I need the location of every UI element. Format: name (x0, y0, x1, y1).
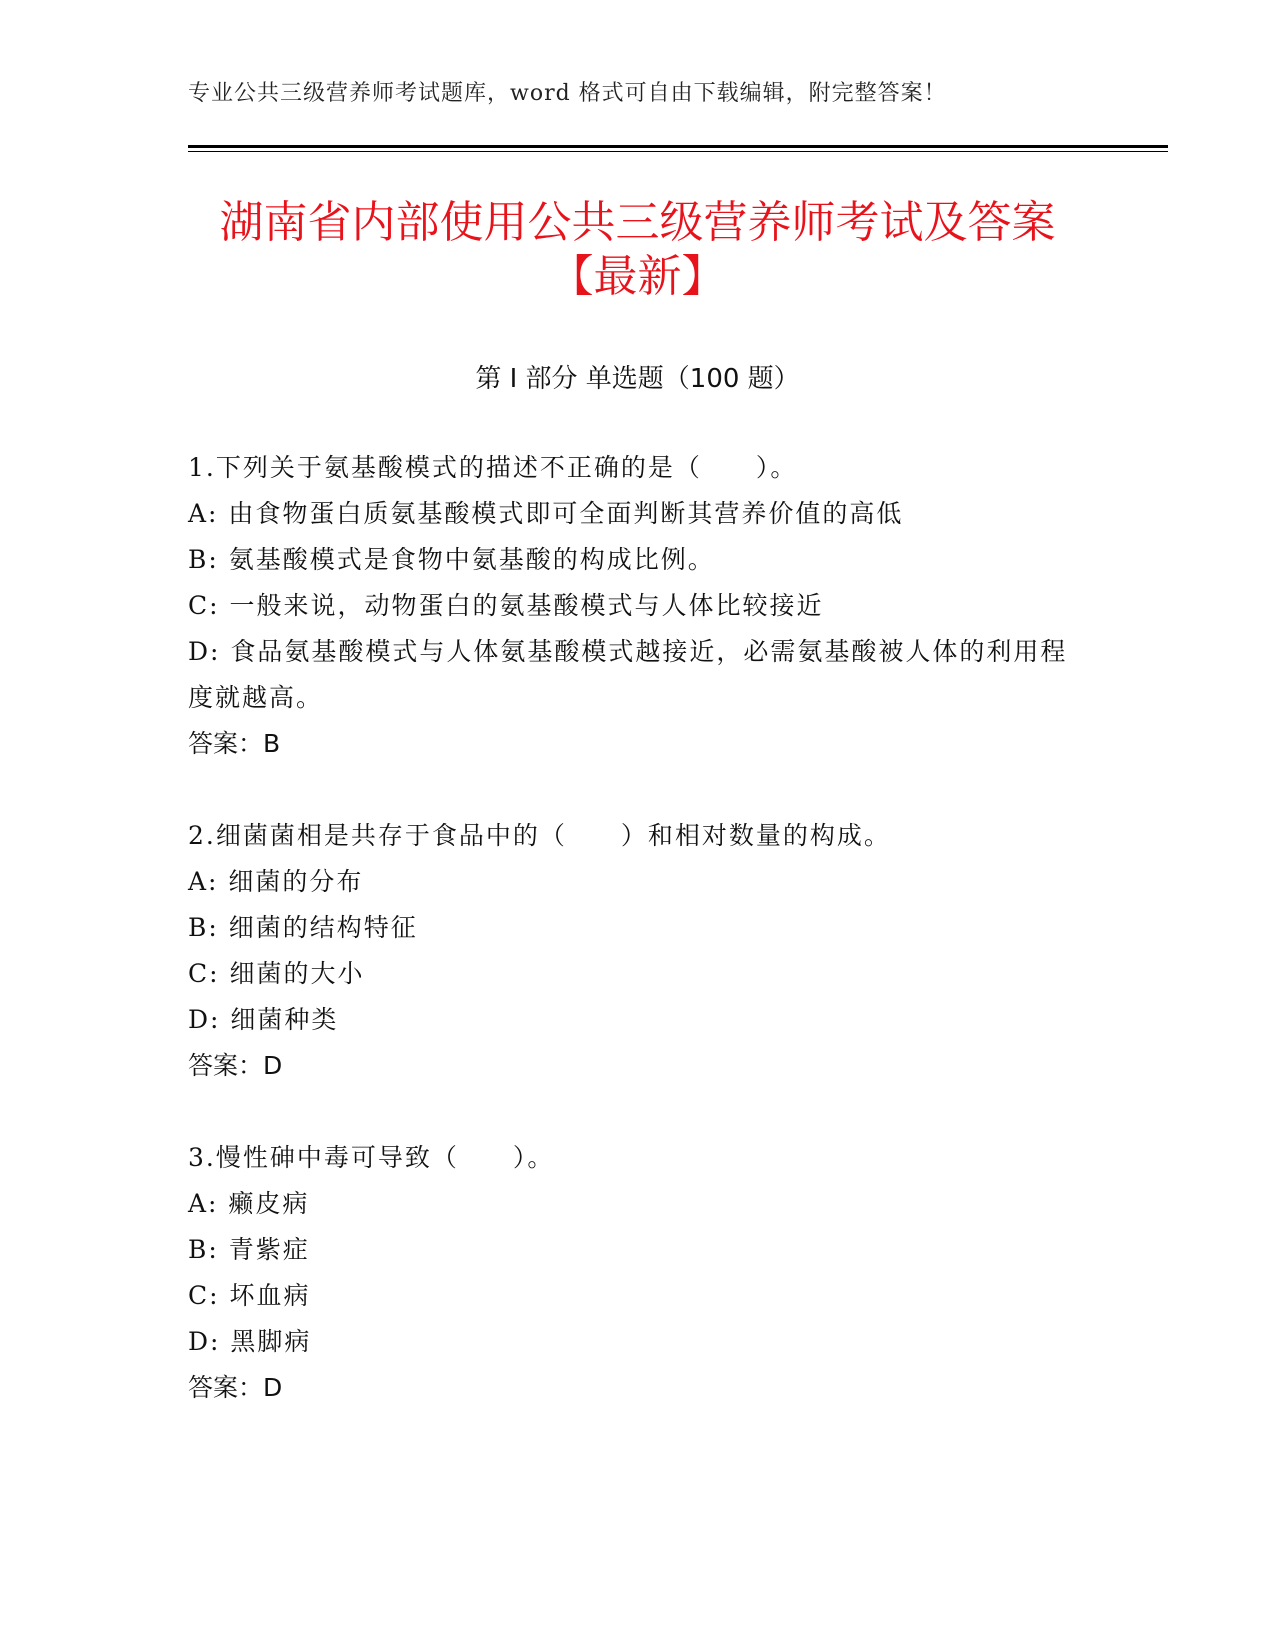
header-note: 专业公共三级营养师考试题库，word 格式可自由下载编辑，附完整答案！ (188, 81, 947, 106)
option-b: B: 青紫症 (188, 1235, 310, 1264)
header-rule-thick (188, 145, 1168, 148)
question-3 (188, 1135, 1088, 1411)
option-d: D: 细菌种类 (188, 1005, 339, 1034)
question-stem: 3.慢性砷中毒可导致（ ）。 (188, 1143, 555, 1172)
option-b: B: 氨基酸模式是食物中氨基酸的构成比例。 (188, 545, 715, 574)
header-rule-thin (188, 151, 1168, 152)
question-1 (188, 445, 1088, 767)
title-line-2: 【最新】 (549, 251, 726, 302)
option-d: D: 黑脚病 (188, 1327, 312, 1356)
option-a: A: 癞皮病 (188, 1189, 310, 1218)
question-stem: 2.细菌菌相是共存于食品中的（ ）和相对数量的构成。 (188, 821, 891, 850)
option-c: C: 一般来说，动物蛋白的氨基酸模式与人体比较接近 (188, 591, 824, 620)
section-heading: 第 I 部分 单选题（100 题） (475, 364, 800, 394)
option-d: D: 食品氨基酸模式与人体氨基酸模式越接近，必需氨基酸被人体的利用程度就越高。 (188, 637, 1068, 712)
question-list (188, 445, 1088, 1457)
option-a: A: 细菌的分布 (188, 867, 364, 896)
option-c: C: 坏血病 (188, 1281, 311, 1310)
answer: 答案：D (188, 1051, 283, 1080)
option-c: C: 细菌的大小 (188, 959, 365, 988)
title-line-1: 湖南省内部使用公共三级营养师考试及答案 (219, 197, 1056, 248)
answer: 答案：B (188, 729, 281, 758)
document-title (0, 196, 1275, 304)
question-stem: 1.下列关于氨基酸模式的描述不正确的是（ ）。 (188, 453, 798, 482)
answer: 答案：D (188, 1373, 283, 1402)
option-a: A: 由食物蛋白质氨基酸模式即可全面判断其营养价值的高低 (188, 499, 904, 528)
question-2 (188, 813, 1088, 1089)
option-b: B: 细菌的结构特征 (188, 913, 418, 942)
